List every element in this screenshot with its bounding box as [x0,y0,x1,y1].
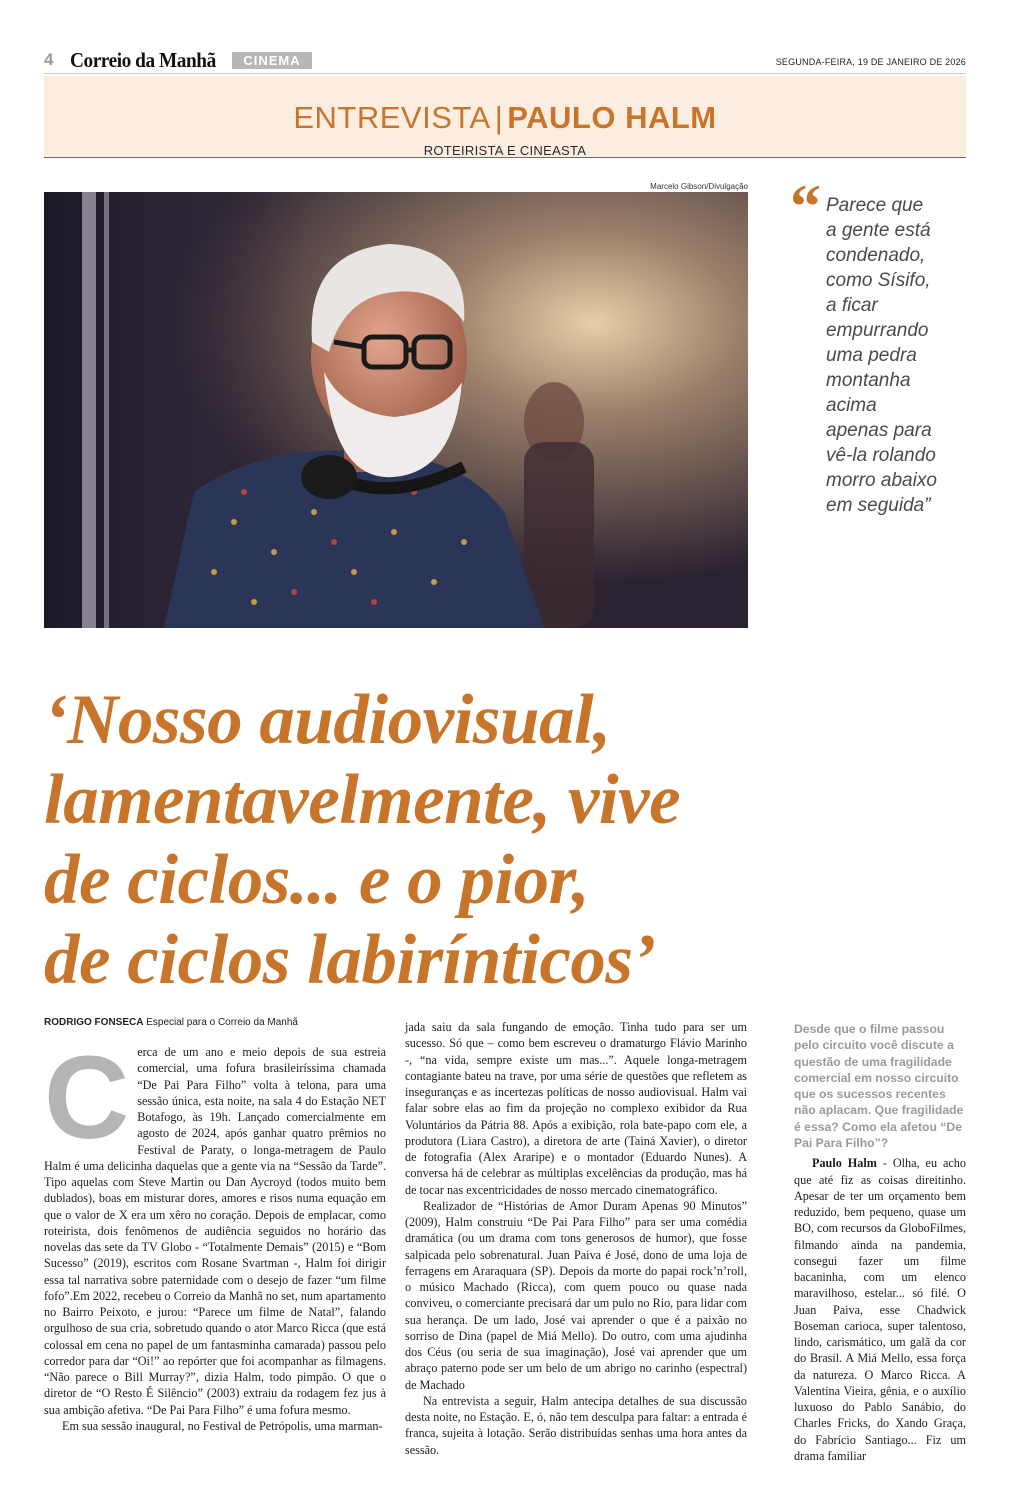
pull-quote-line: a ficar [826,295,878,316]
interview-label: ENTREVISTA [293,100,491,135]
headline-line: de ciclos labirínticos’ [44,921,656,999]
article-column-3 [794,1021,966,1464]
interview-answer [794,1155,966,1464]
title-separator: | [494,100,504,135]
author-name: RODRIGO FONSECA [44,1017,144,1028]
article-paragraph: jada saiu da sala fungando de emoção. Tinha tudo para ser um sucesso. Só que – como bem escreveu o dramaturgo Flávio Marinho -, “na vida, sempre existe um mas...”. Aquele longa-metragem contagiante bateu na trave, por uma série de questões que refletem as inseguranças e as incertezas políticas de nosso audiovisual. Halm vai falar sobre elas ao fim da projeção no complexo exibidor da Rua Voluntários da Pátria 88. Após a exibição, rola bate-papo com ele, a produtora (Liara Castro), a diretora de arte (Tainá Xavier), o diretor de fotografia (Alex Araripe) e o montador (Eduardo Nunes). A conversa há de celebrar as múltiplas excelências da produção, mas há de tocar nas excentricidades de nosso mercado cinematográfico. [405,1020,747,1197]
masthead-logo: Correio da Manhã [70,48,216,72]
headline [44,680,966,1000]
pull-quote-line: em seguida” [826,495,931,516]
article-column-2 [405,1019,747,1458]
article-paragraph: Em sua sessão inaugural, no Festival de Petrópolis, uma marman- [62,1418,383,1433]
article-paragraph: Realizador de “Histórias de Amor Duram Apenas 90 Minutos” (2009), Halm construiu “De Pai Para Filho” para ser uma comédia dramática (ou um drama com tons generosos de humor), que fosse salpicada pelo sobrenatural. Juan Paiva é José, dono de uma loja de ferragens em Araraquara (SP). Depois da morte do papai rock’n’roll, o músico Machado (Ricca), com quem pouco ou quase nada conviveu, o comerciante precisará dar um pulo no Rio, para lidar com sua herança. De um lado, José vai aprender o que é a paixão no sorriso de Dina (papel de Miá Mello). Do outro, com uma ajudinha dos Céus (ou seria de sua imaginação), José vai aprender que um abraço paterno pode ser um belo de um abrigo no carinho (espectral) de Machado [405,1198,747,1392]
interview-question: Desde que o filme passou pelo circuito você discute a questão de uma fragilidade comercial em nosso circuito que os sucessos recentes não aplacam. Que fragilidade é essa? Como ela afetou “De Pai Para Filho”? [794,1022,964,1151]
quote-mark-icon: “ [790,173,821,241]
headline-line: lamentavelmente, vive [44,761,681,839]
pull-quote-line: condenado, [826,245,926,266]
headline-line: ‘Nosso audiovisual, [44,681,611,759]
pull-quote-line: vê-la rolando [826,445,936,466]
answer-speaker: Paulo Halm [812,1156,877,1171]
photo-credit: Marcelo Gibson/Divulgação [650,182,748,191]
pull-quote-line: montanha [826,370,911,391]
article-column-1 [44,1032,386,1434]
interview-title [44,100,966,136]
interviewee-role: ROTEIRISTA E CINEASTA [423,143,587,158]
pull-quote-line: uma pedra [826,345,917,366]
page-number: 4 [44,50,54,69]
pull-quote [826,193,976,518]
author-role: Especial para o Correio da Manhã [146,1017,298,1028]
byline [44,1017,298,1028]
page-header [44,48,966,74]
pull-quote-line: morro abaixo [826,470,937,491]
interview-title-band [44,76,966,158]
portrait-photo [44,192,748,628]
pull-quote-line: a gente está [826,220,931,241]
interviewee-name: PAULO HALM [507,100,717,135]
answer-text: - Olha, eu acho que até fiz as coisas direitinho. Apesar de ter um orçamento bem reduzido, bem pequeno, quase um BO, com recursos da GloboFilmes, filmando ainda na pandemia, consegui fazer um filme bacaninha, com um elenco maravilhoso, estelar... só filé. O Juan Paiva, esse Chadwick Boseman carioca, super talentoso, lindo, carismático, um galã da cor do Brasil. A Miá Mello, essa força da natureza. O Marco Ricca. A Valentina Vieira, gênia, e o auxílio luxuoso do Pablo Sanábio, do Charles Fricks, do Xando Graça, do Fabrício Santiago... Fiz um drama familiar [794,1156,966,1463]
pull-quote-line: acima [826,395,877,416]
section-tag: CINEMA [232,52,312,69]
pull-quote-line: apenas para [826,420,932,441]
article-paragraph: Na entrevista a seguir, Halm antecipa detalhes de sua discussão desta noite, no Estação. E, ó, não tem desculpa para faltar: a entrada é franca, sujeita à lotação. Serão distribuídas senhas uma hora antes da sessão. [405,1393,747,1457]
pull-quote-line: Parece que [826,195,924,216]
pull-quote-line: como Sísifo, [826,270,931,291]
drop-cap: C [44,1032,130,1164]
headline-line: de ciclos... e o pior, [44,841,590,919]
issue-date: SEGUNDA-FEIRA, 19 DE JANEIRO DE 2026 [775,57,966,67]
article-paragraph: erca de um ano e meio depois de sua estreia comercial, uma fofura brasileiríssima chamada “De Pai Para Filho” volta à telona, para uma sessão única, esta noite, na sala 4 do Estação NET Botafogo, às 19h. Lançado comercialmente em agosto de 2024, após ganhar quatro prêmios no Festival de Paraty, o longa-metragem de Paulo Halm é uma delicinha daquelas que a gente via na “Sessão da Tarde”. Tipo aquelas com Steve Martin ou Dan Aycroyd (todos muito bem dublados), boas em misturar dores, amores e risos numa equação em que o valor de X era um xêro no coração. Depois de emplacar, como roteirista, dois fenômenos de audiência seguidos no horário das novelas das sete da TV Globo - “Totalmente Demais” (2015) e “Bom Sucesso” (2019), escritos com Rosane Svartman -, Halm foi dirigir essa tal narrativa sobre paternidade com o desejo de fazer “um filme fofo”.Em 2022, recebeu o Correio da Manhã no set, num apartamento no Bairro Peixoto, e jurou: “Parece um filme de Natal”, falando orgulhoso de sua cria, sobretudo quando o ator Marco Ricca (que está colossal em cena no papel de um fantasminha camarada) passou pelo corredor para dar “Oi!” ao repórter que foi acompanhar as filmagens. “Não parece o Bill Murray?”, dizia Halm, todo pimpão. O que o diretor de “O Resto É Silêncio” (2003) extraiu da rodagem fez jus à sua ambição afetiva. “De Pai Para Filho” é uma fofura mesmo. [44,1045,386,1417]
pull-quote-line: empurrando [826,320,929,341]
